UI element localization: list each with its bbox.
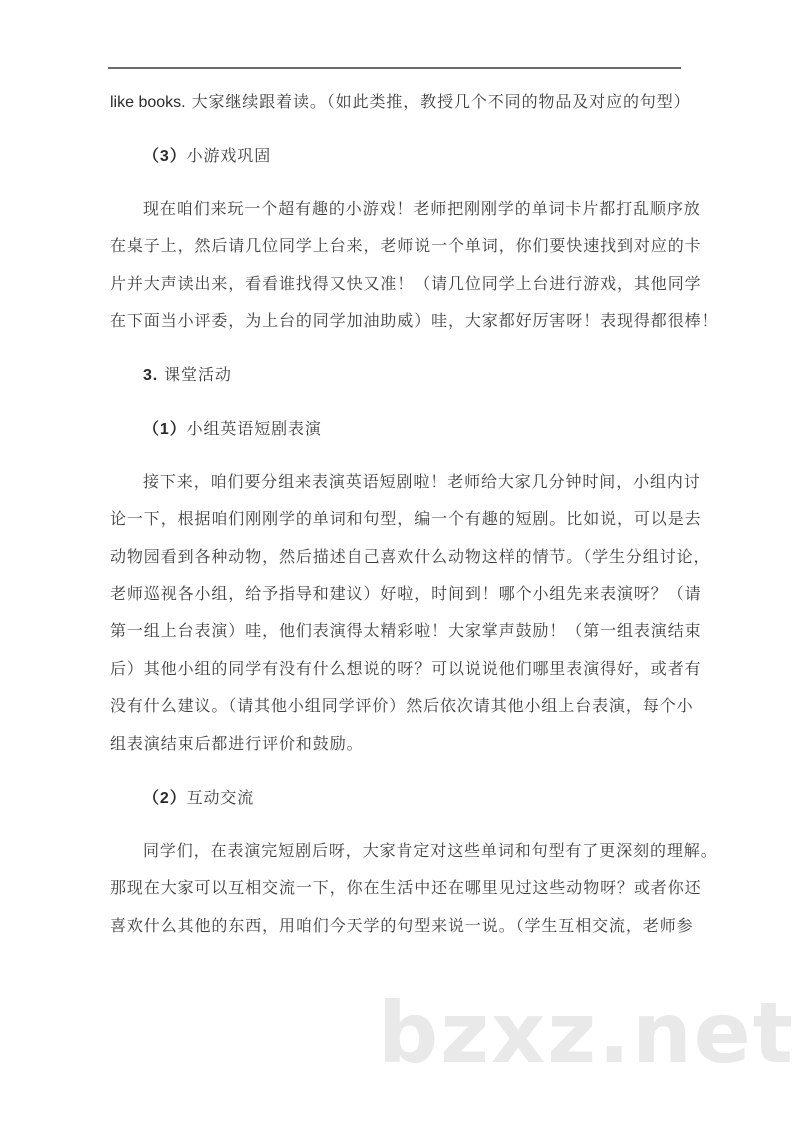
line-text: 片并大声读出来，看看谁找得又快又准！（请几位同学上台进行游戏，其他同学 [110, 274, 702, 293]
line-text: 后）其他小组的同学有没有什么想说的呀？可以说说他们哪里表演得好，或者有 [110, 659, 702, 678]
line-text: 没有什么建议。（请其他小组同学评价）然后依次请其他小组上台表演，每个小 [110, 696, 694, 715]
paragraph-line [143, 199, 723, 219]
paragraph-line [110, 547, 711, 567]
watermark: bzxz.net [378, 984, 795, 1082]
line-text: 在桌子上，然后请几位同学上台来，老师说一个单词，你们要快速找到对应的卡 [110, 236, 702, 255]
line-text: 现在咱们来玩一个超有趣的小游戏！老师把刚刚学的单词卡片都打乱顺序放 [143, 199, 701, 218]
line-text: 大家继续跟着读。（如此类推，教授几个不同的物品及对应的句型） [185, 92, 691, 111]
section-number: （2） [143, 790, 187, 807]
paragraph-line [110, 734, 690, 754]
section-number: 3. [143, 367, 159, 384]
paragraph-line [110, 584, 702, 604]
paragraph-line [110, 92, 690, 113]
line-text: 互动交流 [186, 788, 255, 807]
paragraph-line [110, 509, 702, 529]
line-text: 老师巡视各小组，给予指导和建议）好啦，时间到！哪个小组先来表演呀？（请 [110, 584, 702, 603]
line-text: 小游戏巩固 [186, 146, 272, 165]
paragraph-line [110, 878, 702, 898]
line-text: 动物园看到各种动物，然后描述自己喜欢什么动物这样的情节。（学生分组讨论， [110, 547, 711, 566]
paragraph-line [110, 696, 694, 716]
paragraph-line [110, 274, 702, 294]
line-text: 喜欢什么其他的东西，用咱们今天学的句型来说一说。（学生互相交流，老师参 [110, 916, 694, 935]
paragraph-line [143, 841, 723, 861]
section-heading [143, 146, 723, 167]
line-text: 组表演结束后都进行评价和鼓励。 [110, 734, 364, 753]
line-text: 课堂活动 [158, 365, 232, 384]
paragraph-line [110, 236, 702, 256]
line-text: 论一下，根据咱们刚刚学的单词和句型，编一个有趣的短剧。比如说，可以是去 [110, 509, 702, 528]
line-text: 小组英语短剧表演 [186, 419, 322, 438]
line-text: 接下来，咱们要分组来表演英语短剧啦！老师给大家几分钟时间，小组内讨 [143, 472, 701, 491]
section-heading [143, 788, 723, 809]
section-heading [143, 365, 723, 386]
paragraph-line [143, 472, 723, 492]
english-phrase: like books. [110, 94, 186, 111]
line-text: 第一组上台表演）哇，他们表演得太精彩啦！大家掌声鼓励！（第一组表演结束 [110, 621, 702, 640]
paragraph-line [110, 621, 702, 641]
header-rule [108, 67, 681, 69]
line-text: 同学们，在表演完短剧后呀，大家肯定对这些单词和句型有了更深刻的理解。 [143, 841, 718, 860]
section-number: （3） [143, 148, 187, 165]
line-text: 在下面当小评委，为上台的同学加油助威）哇，大家都好厉害呀！表现得都很棒！ [110, 311, 719, 330]
section-number: （1） [143, 421, 187, 438]
line-text: 那现在大家可以互相交流一下，你在生活中还在哪里见过这些动物呀？或者你还 [110, 878, 702, 897]
paragraph-line [110, 311, 719, 331]
paragraph-line [110, 659, 702, 679]
paragraph-line [110, 916, 694, 936]
section-heading [143, 419, 723, 440]
